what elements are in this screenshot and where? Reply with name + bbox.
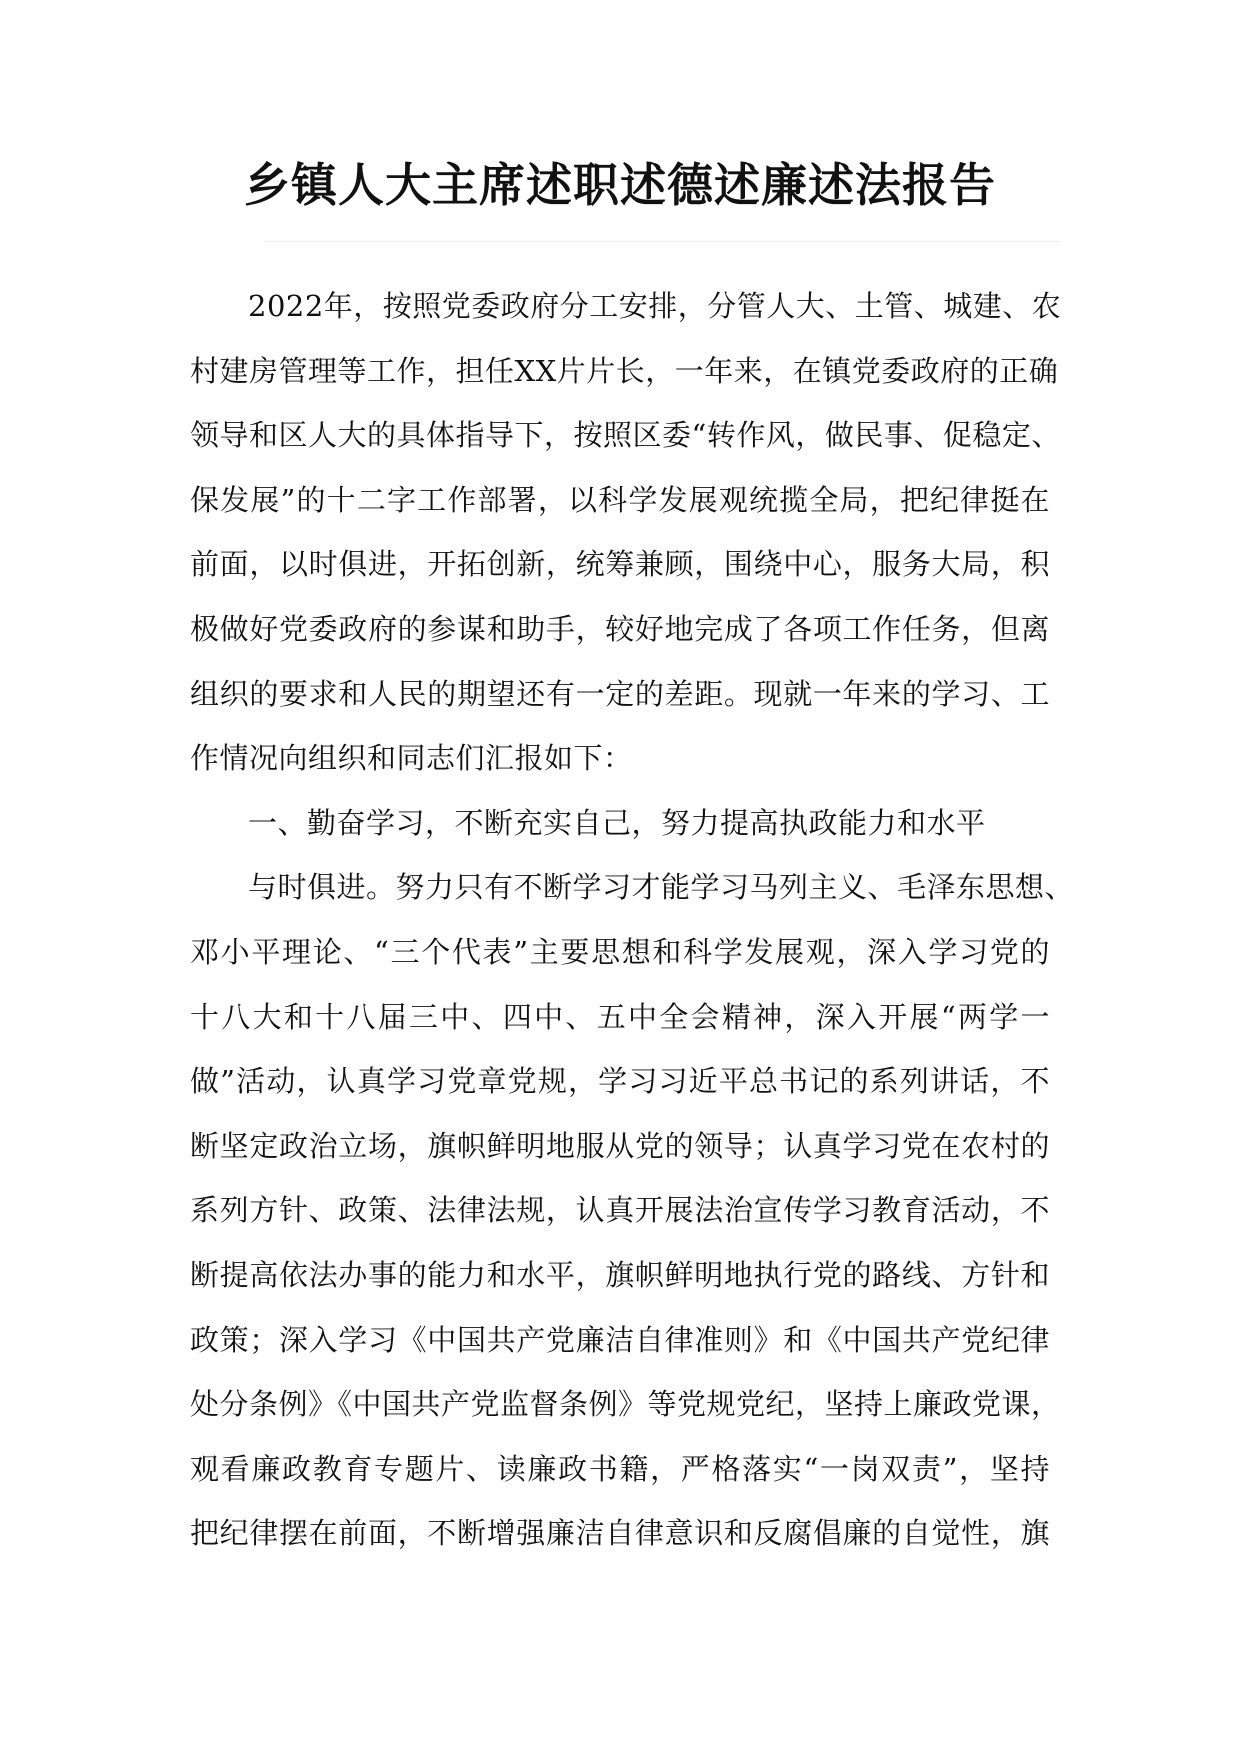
- paragraph-line: 极做好党委政府的参谋和助手，较好地完成了各项工作任务，但离: [190, 611, 1050, 646]
- paragraph-line: 村建房管理等工作，担任XX片片长，一年来，在镇党委政府的正确: [190, 353, 1059, 388]
- paragraph-line: 保发展”的十二字工作部署，以科学发展观统揽全局，把纪律挺在: [190, 482, 1050, 517]
- paragraph-line: 把纪律摆在前面，不断增强廉洁自律意识和反腐倡廉的自觉性，旗: [190, 1516, 1050, 1551]
- paragraph-line: 观看廉政教育专题片、读廉政书籍，严格落实“一岗双责”，坚持: [190, 1451, 1050, 1486]
- paragraph-line: 处分条例》《中国共产党监督条例》等党规党纪，坚持上廉政党课，: [190, 1387, 1061, 1422]
- document-title: 乡镇人大主席述职述德述廉述法报告: [244, 158, 996, 212]
- paragraph-line: 2022年，按照党委政府分工安排，分管人大、土管、城建、农: [248, 289, 1062, 323]
- paragraph-line: 作情况向组织和同志们汇报如下：: [190, 741, 633, 776]
- paragraph-line: 系列方针、政策、法律法规，认真开展法治宣传学习教育活动，不: [190, 1193, 1050, 1228]
- paragraph-line: 组织的要求和人民的期望还有一定的差距。现就一年来的学习、工: [190, 676, 1050, 711]
- paragraph-line: 断坚定政治立场，旗帜鲜明地服从党的领导；认真学习党在农村的: [190, 1128, 1050, 1163]
- paragraph-line: 与时俱进。努力只有不断学习才能学习马列主义、毛泽东思想、: [248, 870, 1075, 905]
- paragraph-line: 领导和区人大的具体指导下，按照区委“转作风，做民事、促稳定、: [190, 418, 1061, 453]
- title-divider: [265, 241, 1060, 242]
- paragraph-line: 断提高依法办事的能力和水平，旗帜鲜明地执行党的路线、方针和: [190, 1257, 1050, 1292]
- paragraph-line: 邓小平理论、“三个代表”主要思想和科学发展观，深入学习党的: [190, 934, 1050, 969]
- paragraph-line: 政策；深入学习《中国共产党廉洁自律准则》和《中国共产党纪律: [190, 1322, 1050, 1357]
- paragraph-line: 前面，以时俱进，开拓创新，统筹兼顾，围绕中心，服务大局，积: [190, 547, 1050, 582]
- section-heading: 一、勤奋学习，不断充实自己，努力提高执政能力和水平: [248, 805, 986, 840]
- paragraph-line: 做”活动，认真学习党章党规，学习习近平总书记的系列讲话，不: [190, 1064, 1050, 1099]
- paragraph-line: 十八大和十八届三中、四中、五中全会精神，深入开展“两学一: [190, 999, 1050, 1034]
- document-body: [190, 274, 1075, 1566]
